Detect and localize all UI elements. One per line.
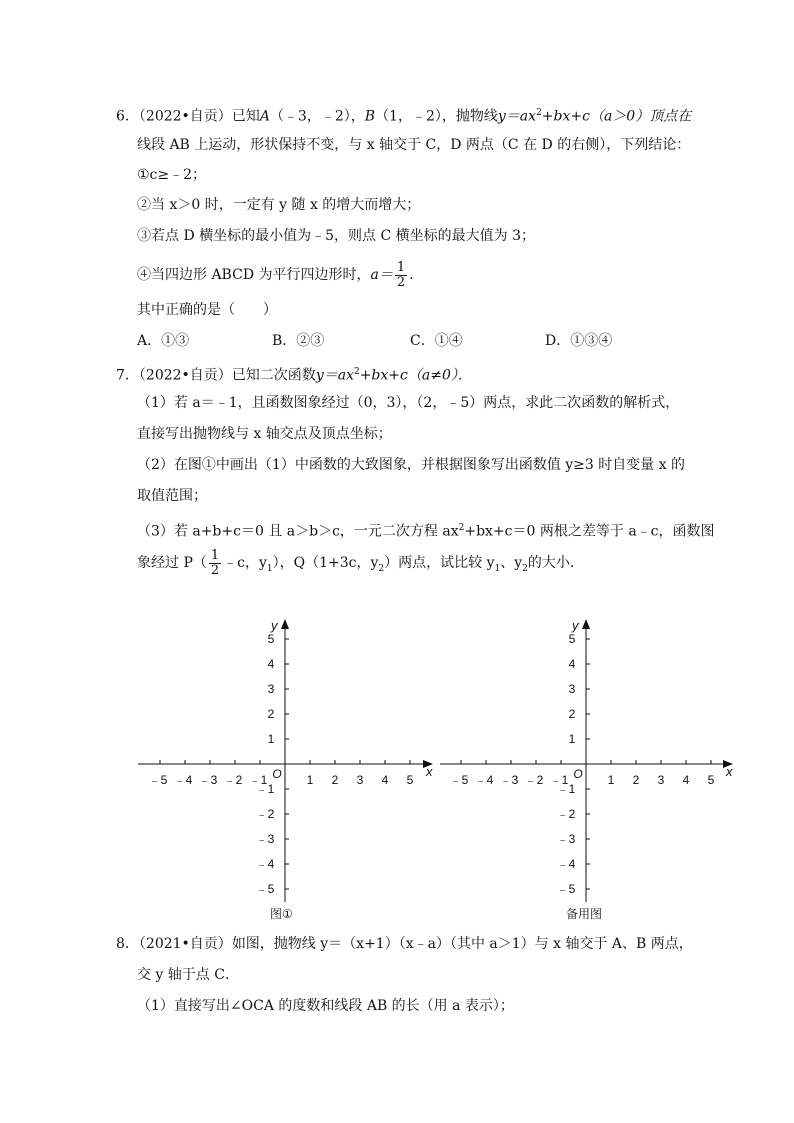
q6-option-d: D．①③④ [545,333,613,349]
q6-eq-tail: +bx+c（a＞0）顶点在 [541,108,692,125]
fraction-denominator: 2 [210,562,220,578]
right-origin-label: O [573,767,583,781]
left-x-tick-label: ﹣5 [148,773,168,787]
right-x-tick-label: ﹣4 [474,773,494,787]
left-y-tick-label: ﹣1 [255,782,275,796]
q7-subscript: 2 [522,563,528,574]
q7-p3-text: （3）若 a+b+c＝0 且 a＞b＞c，一元二次方程 ax [137,523,459,540]
q6-exponent: 2 [536,108,542,118]
fraction-numerator: 1 [396,259,406,275]
right-y-tick-label: ﹣4 [556,857,576,871]
q7-p3-text: ），Q（1+3c，y [272,555,379,571]
q7-eq-tail: +bx+c（a≠0）． [359,367,472,384]
q7-part-1b: 直接写出抛物线与 x 轴交点及顶点坐标； [137,426,392,442]
left-y-tick-label: 3 [267,682,275,696]
left-y-tick-label: ﹣5 [255,882,275,896]
left-x-tick-label: ﹣1 [248,773,268,787]
q7-eq: y＝ax [315,367,354,384]
q7-part-3b [137,545,584,581]
left-y-tick-label: 1 [267,732,275,746]
q7-p3-exponent: 2 [458,523,465,533]
q7-p3-text: 、y [500,555,523,571]
q7-number: 7． [116,367,139,384]
q8-text: 如图，抛物线 y＝（x+1）（x﹣a）（其中 a＞1）与 x 轴交于 A、B 两点， [231,936,693,952]
right-y-tick-label: 4 [568,657,576,671]
left-y-tick-label: 2 [267,707,275,721]
left-x-tick-label: ﹣3 [198,773,218,787]
q8-number: 8． [116,936,139,952]
q6-c4-a: a＝ [370,267,393,283]
q6-point-b: B [364,108,376,125]
left-x-tick-label: ﹣4 [173,773,193,787]
q6-point-a: A [259,108,270,125]
q6-line-1 [116,103,691,127]
left-x-tick-label: 1 [306,773,314,787]
q7-p3-text: 象经过 P（ [137,555,207,571]
q6-text: 已知 [231,108,260,125]
left-y-tick-label: ﹣2 [255,807,275,821]
q6-conclusion-4 [137,257,414,293]
q6-text: （1，﹣2），抛物线 [375,108,498,125]
fraction-denominator: 2 [396,274,406,290]
q7-p3-text: ）两点，试比较 y [384,555,495,571]
right-y-tick-label: ﹣2 [556,807,576,821]
right-x-tick-label: 5 [707,773,715,787]
fraction-numerator: 1 [210,547,220,563]
left-y-tick-label: ﹣4 [255,857,275,871]
right-y-tick-label: ﹣3 [556,832,576,846]
q8-line-2: 交 y 轴于点 C． [137,967,239,983]
left-x-tick-label: 5 [406,773,414,787]
left-x-tick-label: 3 [356,773,364,787]
q6-number: 6． [116,108,139,125]
q6-c4-end: . [409,267,414,283]
q7-line-1 [116,362,472,386]
q6-conclusion-3: ③若点 D 横坐标的最小值为﹣5，则点 C 横坐标的最大值为 3； [137,228,536,244]
right-x-tick-label: 3 [657,773,665,787]
right-y-tick-label: 1 [568,732,576,746]
left-origin-label: O [272,767,282,781]
q6-conclusion-1: ①c≥﹣2； [137,167,207,183]
q7-p3-text: +bx+c＝0 两根之差等于 a﹣c，函数图 [464,523,715,540]
fraction-half [209,549,221,578]
q7-p3-text: 的大小． [527,555,584,571]
right-y-tick-label: ﹣1 [556,782,576,796]
q7-part-1a: （1）若 a＝﹣1，且函数图象经过（0，3），（2，﹣5）两点，求此二次函数的解析式， [137,395,680,411]
left-y-tick-label: 4 [267,657,275,671]
q7-p3-text: ﹣c，y [223,555,267,571]
q7-subscript: 2 [378,563,385,574]
left-y-tick-label: 5 [267,632,275,646]
right-y-tick-label: 5 [568,632,576,646]
q7-part-3a [137,518,715,542]
q6-conclusion-2: ②当 x＞0 时，一定有 y 随 x 的增大而增大； [137,197,421,213]
q8-part-1: （1）直接写出∠OCA 的度数和线段 AB 的长（用 a 表示）； [137,998,514,1014]
right-y-tick-label: 3 [568,682,576,696]
q7-subscript: 1 [266,563,273,574]
right-y-axis-label: y [572,618,579,633]
right-x-tick-label: 1 [607,773,615,787]
q7-subscript: 1 [494,563,501,574]
q7-text: 已知二次函数 [231,367,316,384]
q6-option-a: A．①③ [137,333,190,349]
q6-c4-text: ④当四边形 ABCD 为平行四边形时， [137,267,371,283]
q6-option-c: C．①④ [410,333,463,349]
right-x-tick-label: 2 [632,773,640,787]
right-x-tick-label: ﹣2 [524,773,544,787]
q6-source: （2022•自贡） [138,108,232,125]
right-y-tick-label: ﹣5 [556,882,576,896]
right-y-tick-label: 2 [568,707,576,721]
q7-part-2b: 取值范围； [137,488,207,504]
q7-exponent: 2 [353,367,360,377]
right-x-tick-label: ﹣3 [499,773,519,787]
left-x-tick-label: ﹣2 [223,773,243,787]
q8-line-1 [116,934,693,954]
q6-eq: ＝ax [505,108,537,125]
q6-option-b: B．②③ [272,333,325,349]
q7-part-2a: （2）在图①中画出（1）中函数的大致图象，并根据图象写出函数值 y≥3 时自变量 x 的 [137,457,686,473]
right-x-axis-label: x [726,764,733,779]
fraction-half [395,261,407,290]
left-x-tick-label: 2 [331,773,339,787]
q6-prompt: 其中正确的是（ ） [137,302,277,318]
left-x-axis-label: x [426,764,433,779]
right-x-tick-label: 4 [682,773,690,787]
right-caption: 备用图 [566,907,603,921]
q8-source: （2021•自贡） [138,936,232,952]
q7-source: （2022•自贡） [138,367,232,384]
right-x-tick-label: ﹣1 [549,773,569,787]
q6-line-2: 线段 AB 上运动，形状保持不变，与 x 轴交于 C，D 两点（C 在 D 的右侧），下列结论： [137,137,691,153]
left-x-tick-label: 4 [381,773,389,787]
left-y-tick-label: ﹣3 [255,832,275,846]
coordinate-graphs [0,600,794,940]
left-y-axis-label: y [271,618,278,633]
q6-eq-y: y [497,108,506,125]
q6-text: （﹣3，﹣2）， [269,108,365,125]
right-x-tick-label: ﹣5 [449,773,469,787]
left-caption: 图① [270,907,293,921]
